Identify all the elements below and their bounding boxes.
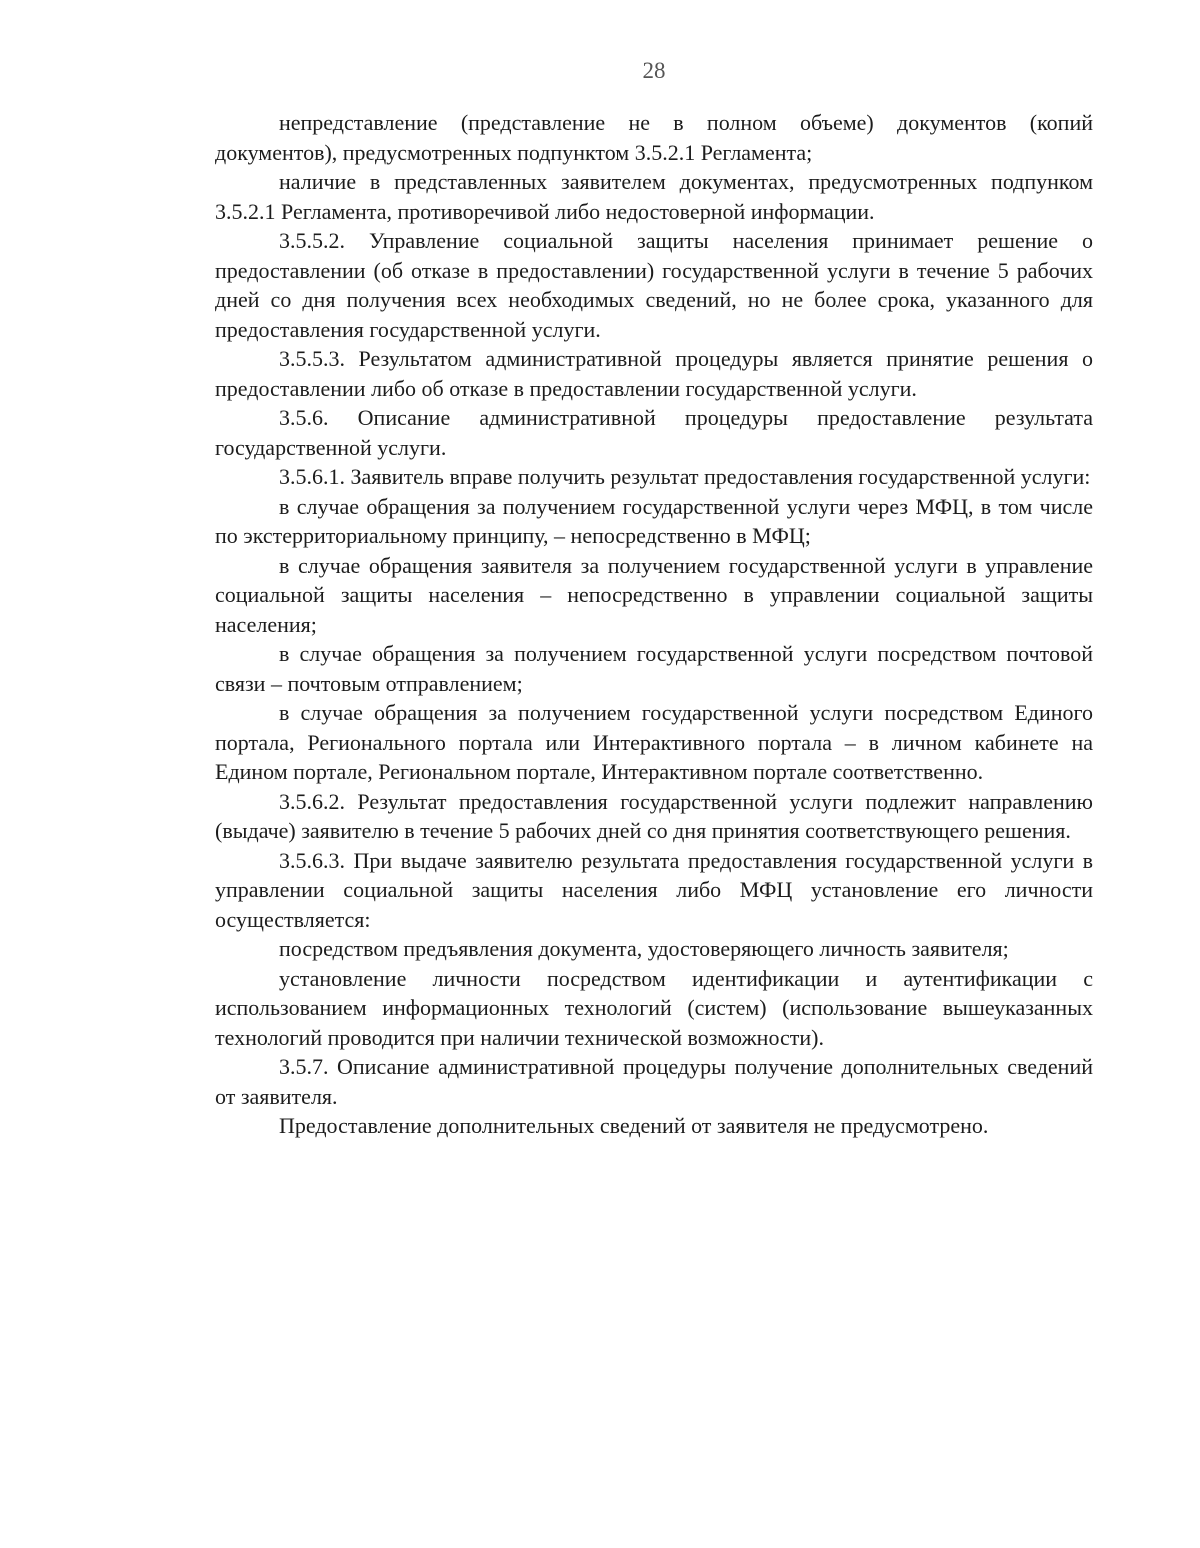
paragraph-2: наличие в представленных заявителем документах, предусмотренных подпунком 3.5.2.1 Регламента, противоречивой либо недостоверной информации. xyxy=(215,169,1093,224)
paragraph-8: в случае обращения заявителя за получением государственной услуги в управление социальной защиты населения – непосредственно в управлении социальной защиты населения; xyxy=(215,552,1093,637)
paragraph-15: 3.5.7. Описание административной процедуры получение дополнительных сведений от заявителя. xyxy=(215,1054,1093,1109)
paragraph-4: 3.5.5.3. Результатом административной процедуры является принятие решения о предоставлении либо об отказе в предоставлении государственной услуги. xyxy=(215,346,1093,401)
paragraph-11: 3.5.6.2. Результат предоставления государственной услуги подлежит направлению (выдаче) заявителю в течение 5 рабочих дней со дня принятия соответствующего решения. xyxy=(215,788,1093,843)
paragraph-1: непредставление (представление не в полном объеме) документов (копий документов), предусмотренных подпунктом 3.5.2.1 Регламента; xyxy=(215,110,1093,165)
document-body xyxy=(215,108,1093,1141)
paragraph-6: 3.5.6.1. Заявитель вправе получить результат предоставления государственной услуги: xyxy=(279,464,1091,489)
paragraph-7: в случае обращения за получением государственной услуги через МФЦ, в том числе по экстерриториальному принципу, – непосредственно в МФЦ; xyxy=(215,493,1093,548)
paragraph-10: в случае обращения за получением государственной услуги посредством Единого портала, Регионального портала или Интерактивного портала – в личном кабинете на Едином портале, Региональном портале, Интерактивном портале соответственно. xyxy=(215,700,1093,784)
paragraph-13: посредством предъявления документа, удостоверяющего личность заявителя; xyxy=(279,936,1009,961)
paragraph-16: Предоставление дополнительных сведений от заявителя не предусмотрено. xyxy=(279,1113,989,1138)
paragraph-9: в случае обращения за получением государственной услуги посредством почтовой связи – почтовым отправлением; xyxy=(215,641,1093,696)
page-number: 28 xyxy=(642,58,666,83)
paragraph-3: 3.5.5.2. Управление социальной защиты населения принимает решение о предоставлении (об отказе в предоставлении) государственной услуги в течение 5 рабочих дней со дня получения всех необходимых сведений, но не более срока, указанного для предоставления государственной услуги. xyxy=(215,228,1093,342)
paragraph-12: 3.5.6.3. При выдаче заявителю результата предоставления государственной услуги в управлении социальной защиты населения либо МФЦ установление его личности осуществляется: xyxy=(215,847,1093,932)
paragraph-14: установление личности посредством идентификации и аутентификации с использованием информационных технологий (систем) (использование вышеуказанных технологий проводится при наличии технической возможности). xyxy=(215,965,1093,1050)
paragraph-5: 3.5.6. Описание административной процедуры предоставление результата государственной услуги. xyxy=(215,405,1093,460)
